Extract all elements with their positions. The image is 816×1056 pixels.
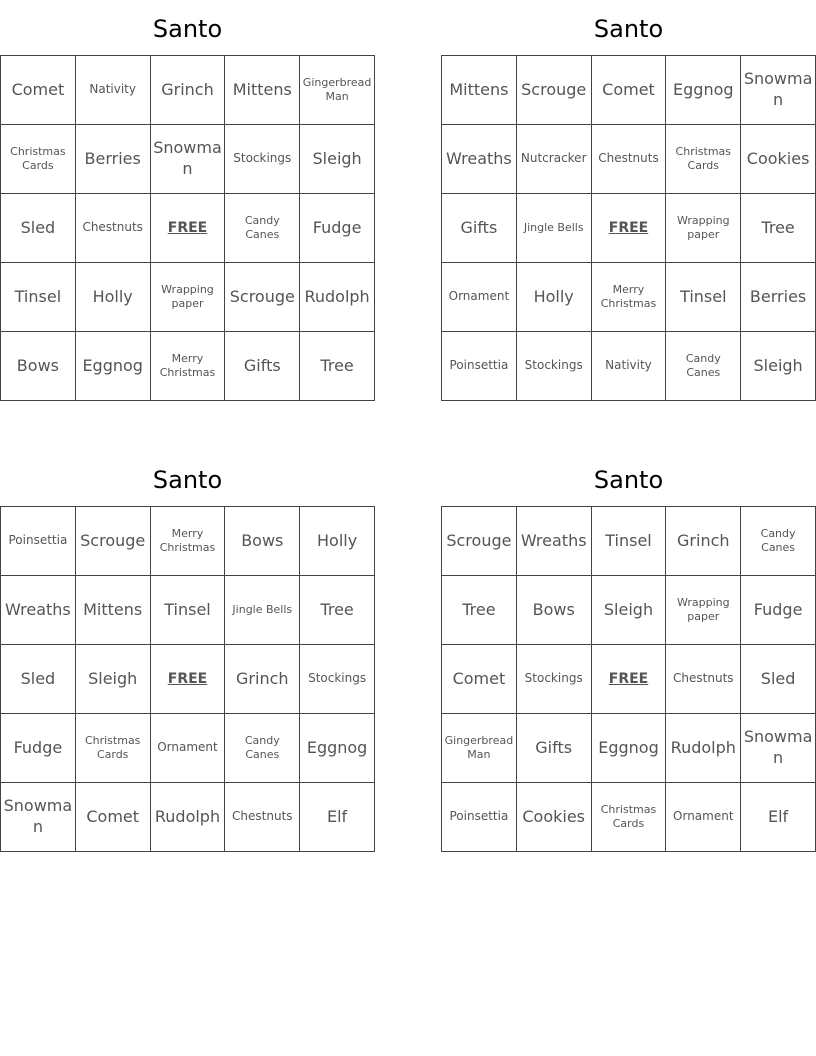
card-title: Santo xyxy=(152,466,223,494)
bingo-cell: Candy Canes xyxy=(666,332,741,401)
bingo-cell: Nativity xyxy=(591,332,666,401)
bingo-cell: Fudge xyxy=(741,576,816,645)
bingo-cell: Sleigh xyxy=(741,332,816,401)
bingo-cell: Stockings xyxy=(225,125,300,194)
bingo-cell: Fudge xyxy=(300,194,375,263)
free-space-cell: FREE xyxy=(150,194,225,263)
bingo-cell: Tree xyxy=(300,332,375,401)
bingo-cell: Eggnog xyxy=(300,714,375,783)
bingo-cell: Snowman xyxy=(741,714,816,783)
bingo-cell: Sleigh xyxy=(300,125,375,194)
free-space-cell: FREE xyxy=(150,645,225,714)
bingo-cell: Comet xyxy=(442,645,517,714)
bingo-cell: Christmas Cards xyxy=(1,125,76,194)
bingo-cell: Gingerbread Man xyxy=(442,714,517,783)
bingo-cell: Comet xyxy=(75,783,150,852)
card-title: Santo xyxy=(152,15,223,43)
grid-row xyxy=(442,783,816,852)
bingo-cell: Fudge xyxy=(1,714,76,783)
bingo-cell: Christmas Cards xyxy=(666,125,741,194)
bingo-cell: Gifts xyxy=(516,714,591,783)
bingo-cell: Stockings xyxy=(516,332,591,401)
bingo-cell: Wreaths xyxy=(516,507,591,576)
bingo-cell: Comet xyxy=(591,56,666,125)
bingo-cell: Sleigh xyxy=(75,645,150,714)
bingo-cell: Cookies xyxy=(741,125,816,194)
grid-row xyxy=(442,263,816,332)
bingo-cell: Wreaths xyxy=(1,576,76,645)
bingo-card-1 xyxy=(0,0,375,401)
bingo-cell: Rudolph xyxy=(300,263,375,332)
bingo-cell: Candy Canes xyxy=(225,714,300,783)
bingo-cell: Gifts xyxy=(225,332,300,401)
bingo-cell: Wrapping paper xyxy=(150,263,225,332)
grid-row xyxy=(442,125,816,194)
bingo-cell: Berries xyxy=(741,263,816,332)
bingo-cell: Scrouge xyxy=(75,507,150,576)
bingo-cell: Holly xyxy=(300,507,375,576)
bingo-cell: Berries xyxy=(75,125,150,194)
bingo-cell: Sled xyxy=(1,645,76,714)
bingo-cell: Rudolph xyxy=(150,783,225,852)
bingo-grid xyxy=(0,55,375,401)
bingo-cell: Tree xyxy=(442,576,517,645)
bingo-cell: Gifts xyxy=(442,194,517,263)
bingo-cell: Tinsel xyxy=(591,507,666,576)
bingo-cell: Snowman xyxy=(150,125,225,194)
grid-row xyxy=(442,507,816,576)
bingo-cell: Jingle Bells xyxy=(225,576,300,645)
bingo-cell: Scrouge xyxy=(225,263,300,332)
bingo-cell: Chestnuts xyxy=(591,125,666,194)
bingo-cell: Sled xyxy=(741,645,816,714)
bingo-cell: Snowman xyxy=(741,56,816,125)
grid-row xyxy=(1,783,375,852)
grid-row xyxy=(1,56,375,125)
bingo-cell: Christmas Cards xyxy=(75,714,150,783)
bingo-card-4 xyxy=(441,451,816,852)
bingo-cell: Rudolph xyxy=(666,714,741,783)
bingo-cell: Ornament xyxy=(666,783,741,852)
grid-row xyxy=(442,576,816,645)
bingo-cell: Snowman xyxy=(1,783,76,852)
grid-row xyxy=(442,332,816,401)
bingo-cell: Bows xyxy=(1,332,76,401)
free-space-cell: FREE xyxy=(591,194,666,263)
bingo-cell: Eggnog xyxy=(75,332,150,401)
bingo-cell: Ornament xyxy=(150,714,225,783)
bingo-cell: Wrapping paper xyxy=(666,194,741,263)
bingo-cell: Merry Christmas xyxy=(150,507,225,576)
bingo-cell: Grinch xyxy=(666,507,741,576)
bingo-cell: Comet xyxy=(1,56,76,125)
bingo-cell: Tinsel xyxy=(1,263,76,332)
bingo-cell: Tinsel xyxy=(150,576,225,645)
bingo-cell: Holly xyxy=(516,263,591,332)
bingo-cell: Sleigh xyxy=(591,576,666,645)
bingo-cell: Stockings xyxy=(300,645,375,714)
bingo-cell: Eggnog xyxy=(591,714,666,783)
bingo-cell: Tree xyxy=(300,576,375,645)
bingo-cell: Cookies xyxy=(516,783,591,852)
bingo-cell: Nutcracker xyxy=(516,125,591,194)
grid-row xyxy=(442,645,816,714)
bingo-cell: Elf xyxy=(300,783,375,852)
grid-row xyxy=(1,714,375,783)
bingo-cell: Holly xyxy=(75,263,150,332)
bingo-cell: Mittens xyxy=(442,56,517,125)
bingo-cell: Candy Canes xyxy=(741,507,816,576)
bingo-cell: Mittens xyxy=(75,576,150,645)
bingo-cell: Mittens xyxy=(225,56,300,125)
bingo-cell: Poinsettia xyxy=(442,783,517,852)
bingo-cell: Wreaths xyxy=(442,125,517,194)
bingo-card-2 xyxy=(441,0,816,401)
bingo-cell: Stockings xyxy=(516,645,591,714)
bingo-cell: Wrapping paper xyxy=(666,576,741,645)
bingo-cell: Bows xyxy=(516,576,591,645)
bingo-card-3 xyxy=(0,451,375,852)
free-space-cell: FREE xyxy=(591,645,666,714)
grid-row xyxy=(1,576,375,645)
grid-row xyxy=(442,714,816,783)
bingo-cell: Tinsel xyxy=(666,263,741,332)
grid-row xyxy=(442,56,816,125)
card-title: Santo xyxy=(593,15,664,43)
bingo-cell: Chestnuts xyxy=(225,783,300,852)
bingo-cell: Chestnuts xyxy=(666,645,741,714)
bingo-cell: Merry Christmas xyxy=(150,332,225,401)
bingo-cell: Sled xyxy=(1,194,76,263)
bingo-cell: Grinch xyxy=(225,645,300,714)
bingo-grid xyxy=(441,506,816,852)
bingo-cell: Ornament xyxy=(442,263,517,332)
bingo-cell: Nativity xyxy=(75,56,150,125)
bingo-grid xyxy=(441,55,816,401)
bingo-cell: Merry Christmas xyxy=(591,263,666,332)
grid-row xyxy=(1,507,375,576)
bingo-cell: Poinsettia xyxy=(1,507,76,576)
bingo-cell: Chestnuts xyxy=(75,194,150,263)
bingo-cell: Bows xyxy=(225,507,300,576)
grid-row xyxy=(1,125,375,194)
bingo-cell: Eggnog xyxy=(666,56,741,125)
card-title: Santo xyxy=(593,466,664,494)
bingo-cell: Christmas Cards xyxy=(591,783,666,852)
bingo-cell: Tree xyxy=(741,194,816,263)
grid-row xyxy=(1,332,375,401)
bingo-cell: Jingle Bells xyxy=(516,194,591,263)
bingo-grid xyxy=(0,506,375,852)
bingo-cell: Gingerbread Man xyxy=(300,56,375,125)
bingo-cell: Scrouge xyxy=(442,507,517,576)
bingo-cell: Elf xyxy=(741,783,816,852)
grid-row xyxy=(1,194,375,263)
bingo-cell: Candy Canes xyxy=(225,194,300,263)
grid-row xyxy=(442,194,816,263)
bingo-cell: Grinch xyxy=(150,56,225,125)
grid-row xyxy=(1,645,375,714)
bingo-cell: Scrouge xyxy=(516,56,591,125)
grid-row xyxy=(1,263,375,332)
bingo-cell: Poinsettia xyxy=(442,332,517,401)
